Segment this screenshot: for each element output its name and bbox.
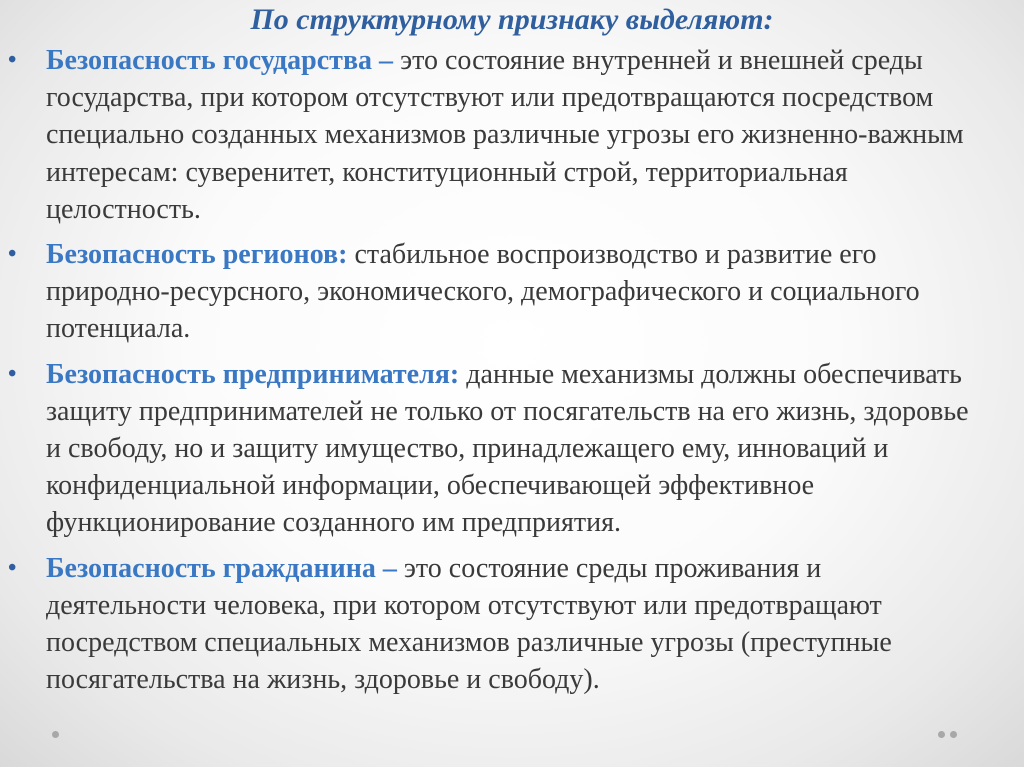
bullet-text: данные механизмы должны обеспечивать защиту предпринимателей не только от посягательств на его жизнь, здоровье и свободу, но и защиту имущество, принадлежащего ему, инноваций и конфиденциальной информации, обеспечивающей эффективное функционирование созданного им предприятия. bbox=[46, 358, 969, 539]
bullet-item-entrepreneur-security bbox=[0, 356, 1024, 542]
slide-title: По структурному признаку выделяют: bbox=[250, 3, 774, 36]
bullet-text: стабильное воспроизводство и развитие его природно-ресурсного, экономического, демографического и социального потенциала. bbox=[46, 239, 920, 345]
bullet-item-citizen-security bbox=[0, 550, 1024, 699]
bullet-text: это состояние среды проживания и деятельности человека, при котором отсутствуют или предотвращают посредством специальных механизмов различные угрозы (преступные посягательства на жизнь, здоровье и свободу). bbox=[46, 552, 892, 696]
bullet-item-state-security bbox=[0, 42, 1024, 228]
bullet-term: Безопасность государства – bbox=[46, 45, 394, 76]
decorative-dots-right bbox=[938, 731, 962, 739]
bullet-term: Безопасность регионов: bbox=[46, 239, 348, 271]
bullet-term: Безопасность гражданина – bbox=[46, 552, 397, 584]
bullet-list bbox=[0, 42, 1024, 706]
bullet-text: это состояние внутренней и внешней среды государства, при котором отсутствуют или предотвращаются посредством специально созданных механизмов различные угрозы его жизненно-важным интересам: суверенитет, конституционный строй, территориальная целостность. bbox=[46, 45, 964, 225]
bullet-term: Безопасность предпринимателя: bbox=[46, 358, 460, 390]
bullet-marker: • bbox=[8, 360, 17, 387]
bullet-item-regions-security bbox=[0, 236, 1024, 348]
bullet-marker: • bbox=[8, 554, 17, 581]
decorative-dot-left bbox=[52, 731, 60, 739]
bullet-marker: • bbox=[8, 241, 17, 268]
dot-icon bbox=[52, 731, 59, 738]
bullet-marker: • bbox=[8, 47, 17, 73]
dot-icon bbox=[950, 731, 957, 738]
dot-icon bbox=[938, 731, 945, 738]
